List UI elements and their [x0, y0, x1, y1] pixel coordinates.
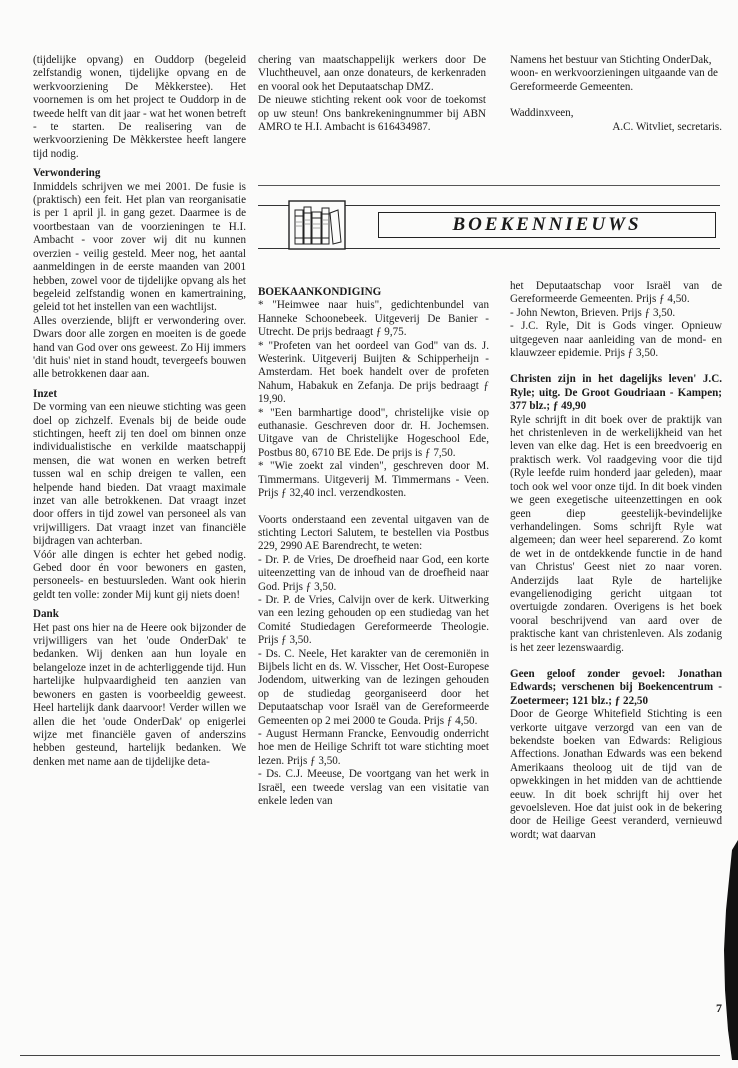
page-number: 7: [716, 1001, 722, 1015]
paragraph: De nieuwe stichting rekent ook voor de toekomst op uw steun! Ons bankrekeningnummer bij ABN AMRO te H.I. Ambacht is 616434987.: [258, 94, 486, 134]
paragraph: Waddinxveen,: [510, 107, 574, 120]
column-4: [258, 280, 489, 808]
banner-title: BOEKENNIEUWS: [452, 214, 642, 235]
paragraph: Door de George Whitefield Stichting is een verkorte uitgave verzorgd van een van de bekendste boeken van Edwards: Religious Affections. Jonathan Edwards was een bekend Amerikaans theoloog uit de tijd van de opwekkingen in het midden van de achttiende eeuw. In dit boek schrijft hij over het gevoelsleven. Hoe dat juist ook in de bekering door de Heilige Geest veranderd, vernieuwd wordt; wat daarvan: [510, 708, 722, 841]
scan-edge-shadow: [720, 840, 738, 1060]
section-heading: Geen geloof zonder gevoel: Jonathan Edwards; verschenen bij Boekencentrum - Zoetermeer; 121 blz.; ƒ 22,50: [510, 667, 722, 707]
banner-title-box: [378, 212, 716, 238]
paragraph: - Dr. P. de Vries, De droefheid naar God, een korte uiteenzetting van de inhoud van de droefheid naar God. Prijs ƒ 3,50.: [258, 553, 489, 593]
section-divider: [258, 185, 720, 186]
column-5: [510, 280, 722, 842]
paragraph: Voorts onderstaand een zevental uitgaven van de stichting Lectori Salutem, te bestellen via Postbus 229, 2990 AE Barendrecht, te weten:: [258, 513, 489, 553]
bottom-rule: [20, 1055, 720, 1056]
paragraph: Alles overziende, blijft er verwondering over. Dwars door alle zorgen en moeiten is de goede hand van God over ons geweest. Zo Hij immers 'dit huis' niet in stand houdt, tevergeefs bouwen alle betrokkenen daar aan.: [33, 314, 246, 381]
paragraph: chering van maatschappelijk werkers door De Vluchtheuvel, aan onze donateurs, de kerkenraden en vooral ook het Deputaatschap DMZ.: [258, 54, 486, 93]
section-heading: Christen zijn in het dagelijks leven' J.C. Ryle; uitg. De Groot Goudriaan - Kampen; 377 blz.; ƒ 49,90: [510, 373, 722, 413]
paragraph: Inmiddels schrijven we mei 2001. De fusie is (praktisch) een feit. Het plan van reorganisatie is per 1 april jl. in gang gezet. Daarmee is de voortbestaan van de voorzieningen te H.I. Ambacht - voor zover wij dit nu kunnen overzien - veilig gesteld. Meer nog, het aantal aanmeldingen in de eerste maanden van 2001 hebben, zowel voor de tijdelijke opvang als het begeleid zelfstandig wonen en kamertraining, geleid tot het instellen van een wachtlijst.: [33, 180, 246, 314]
paragraph: - Ds. C.J. Meeuse, De voortgang van het werk in Israël, een tweede verslag van een visitatie van enkele leden van: [258, 768, 489, 808]
section-heading: Inzet: [33, 387, 58, 400]
paragraph: - August Hermann Francke, Eenvoudig onderricht hoe men de Heilige Schrift tot ware stichting moet lezen. Prijs ƒ 3,50.: [258, 728, 489, 767]
paragraph: - Ds. C. Neele, Het karakter van de ceremoniën in Bijbels licht en ds. W. Visscher, Het Oost-Europese Jodendom, uitwerking van de lezingen gehouden op de studiedag georganiseerd door het Deputaatschap voor Israël van de Gereformeerde Gemeenten op 2 mei 2000 te Gouda. Prijs ƒ 4,50.: [258, 647, 489, 727]
section-heading: Dank: [33, 608, 59, 621]
paragraph: - Dr. P. de Vries, Calvijn over de kerk. Uitwerking van een lezing gehouden op een studiedag van het Comité Studiedagen Gereformeerde Theologie. Prijs ƒ 3,50.: [258, 593, 489, 647]
paragraph: De vorming van een nieuwe stichting was geen doel op zichzelf. Evenals bij de beide oude stichtingen, heeft zij ten doel om binnen onze individualistische en verkilde maatschappij mensen, die wat wonen en werken betreft tussen wal en schip dreigen te vallen, een helpende hand bieden. Dat vraagt maximale inzet van alle betrokkenen. Dat vraagt inzet door offers in tijd zowel van personeel als van vrijwilligers. Dat vraagt inzet van financiële bijdragen van achterban.: [33, 401, 246, 548]
column-1: [33, 54, 246, 769]
paragraph: het Deputaatschap voor Israël van de Gereformeerde Gemeenten. Prijs ƒ 4,50.: [510, 280, 722, 306]
section-heading: Verwondering: [33, 167, 101, 180]
column-2: [258, 54, 486, 134]
paragraph: * "Profeten van het oordeel van God" van ds. J. Westerink. Uitgeverij Buijten & Schipperheijn - Amsterdam. Het boek handelt over de profeten Nahum, Habakuk en Zefanja. De prijs bedraagt ƒ 19,90.: [258, 339, 489, 406]
paragraph: * "Heimwee naar huis", gedichtenbundel van Hanneke Schoonebeek. Uitgeverij De Banier - Utrecht. De prijs bedraagt ƒ 9,75.: [258, 299, 489, 339]
books-icon: [286, 198, 348, 257]
column-3: [510, 54, 722, 134]
paragraph: - John Newton, Brieven. Prijs ƒ 3,50.: [510, 306, 676, 319]
paragraph: - J.C. Ryle, Dit is Gods vinger. Opnieuw uitgegeven naar aanleiding van de mond- en klauwzeer epidemie. Prijs ƒ 3,50.: [510, 320, 722, 360]
signature-line: A.C. Witvliet, secretaris.: [612, 120, 722, 133]
paragraph: * "Een barmhartige dood", christelijke visie op euthanasie. Geschreven door dr. H. Jochemsen. Uitgave van de Christelijke Hogeschool Ede, Postbus 80, 6710 BE Ede. De prijs is ƒ 7,50.: [258, 406, 489, 459]
paragraph: Het past ons hier na de Heere ook bijzonder de vrijwilligers van het 'oude OnderDak' te bedanken. Wij denken aan hun loyale en belangeloze inzet in de achterliggende tijd. Hun hartelijke hulpvaardigheid ten aanzien van bewoners en gasten is voorbeeldig geweest. Heel hartelijk dank daarvoor! Verder willen we allen die het 'oude OnderDak' op enigerlei wijze met financiële gaven of anderszins hebben gesteund, hartelijk bedanken. We denken met name aan de tijdelijke deta-: [33, 621, 246, 768]
paragraph: (tijdelijke opvang) en Ouddorp (begeleid zelfstandig wonen, tijdelijke opvang en de werkvoorziening De Mèkkerstee). Het voornemen is om het project te Ouddorp in de tweede helft van dit jaar - wat het wonen betreft - te starten. De realisering van de werkvoorziening De Mèkkerstee heeft langere tijd nodig.: [33, 54, 246, 160]
paragraph: Vóór alle dingen is echter het gebed nodig. Gebed door én voor bewoners en gasten, personeels- en bestuursleden. Want ook hierin geldt ten volle: zonder Mij kunt gij niets doen!: [33, 548, 246, 601]
paragraph: * "Wie zoekt zal vinden", geschreven door M. Timmermans. Uitgeverij M. Timmermans - Veen. Prijs ƒ 32,40 incl. verzendkosten.: [258, 460, 489, 500]
boekennieuws-banner: [258, 205, 720, 249]
section-heading: BOEKAANKONDIGING: [258, 286, 382, 298]
paragraph: Namens het bestuur van Stichting OnderDak, woon- en werkvoorzieningen uitgaande van de Gereformeerde Gemeenten.: [510, 54, 718, 93]
paragraph: Ryle schrijft in dit boek over de praktijk van het christenleven in de werkelijkheid van het leven van elke dag. Het is een breedvoerig en praktisch werk. Vol raadgeving voor die tijd (Ryle leefde ruim honderd jaar geleden), maar toch ook wel voor onze tijd. In dit boek vinden we geen exegetische uiteenzettingen en ook geen diep geestelijk-bevindelijke verhandelingen. Soms schrijft Ryle wat algemeen; dan weer heel separerend. Zo komt de wet in de ontdekkende functie in de hand van Christus' Geest niet zo naar voren. Anderzijds laat Ryle de hartelijke evangelienodiging gericht uitgaan tot overtuigde zondaren. Overigens is het boek vooral beschrijvend van aard over de praktische kant van christenleven. Als zodanig is het zeer lezenswaardig.: [510, 413, 722, 654]
